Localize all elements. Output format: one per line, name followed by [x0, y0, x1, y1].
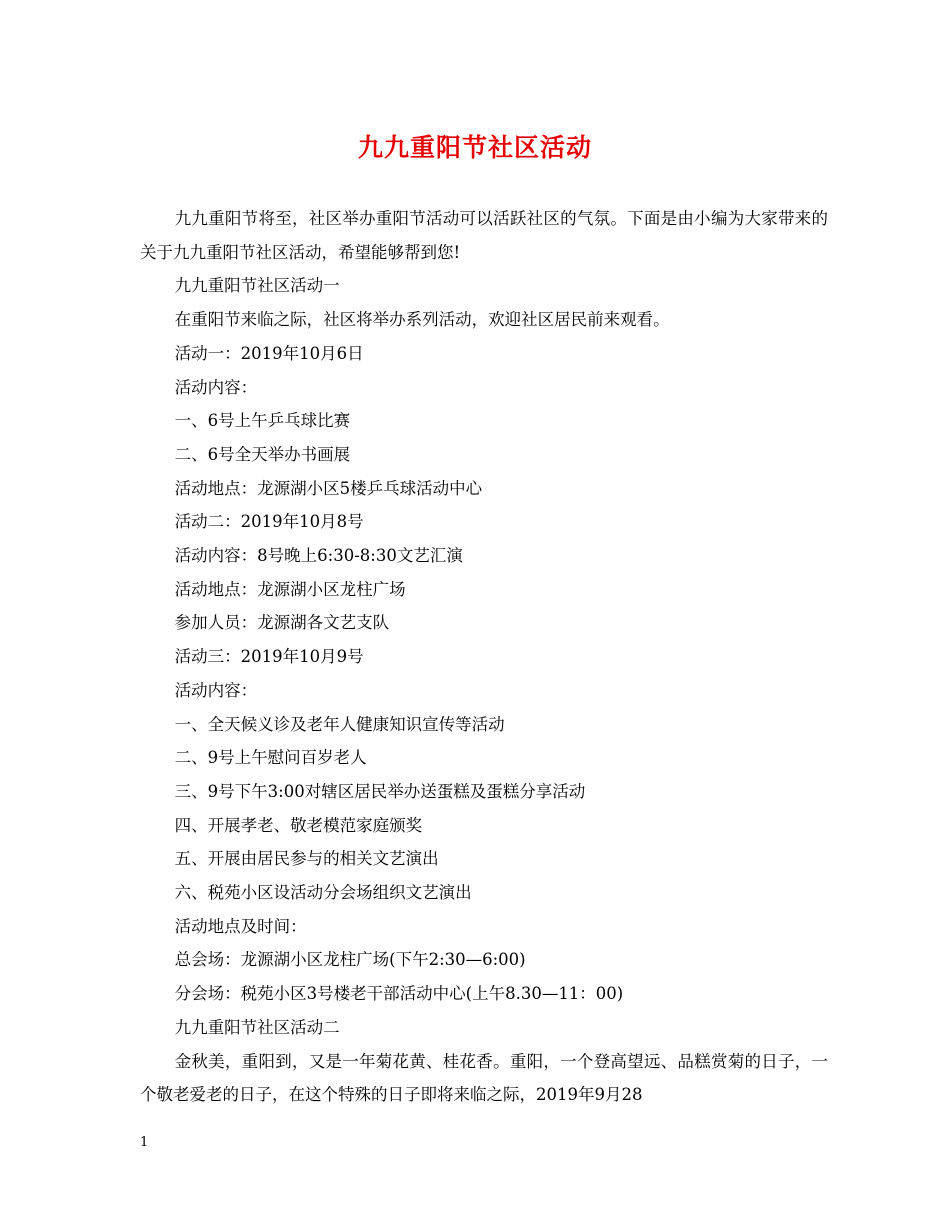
paragraph: 活动地点：龙源湖小区龙柱广场: [174, 579, 406, 599]
paragraph: 活动内容：8号晚上6:30-8:30文艺汇演: [174, 546, 463, 566]
document-title: 九九重阳节社区活动: [357, 133, 592, 162]
paragraph: 活动三：2019年10月9号: [174, 647, 364, 667]
paragraph: 总会场：龙源湖小区龙柱广场(下午2:30—6:00): [174, 950, 526, 970]
paragraph: 活动地点：龙源湖小区5楼乒乓球活动中心: [174, 478, 483, 498]
section-heading-activity-2: 九九重阳节社区活动二: [174, 1017, 340, 1037]
list-item: 六、税苑小区设活动分会场组织文艺演出: [174, 883, 472, 903]
list-item: 二、6号全天举办书画展: [174, 444, 351, 464]
paragraph: 金秋美，重阳到，又是一年菊花黄、桂花香。重阳，一个登高望远、品糕赏菊的日子，一个敬老爱老的日子，在这个特殊的日子即将来临之际，2019年9月28: [140, 1051, 828, 1105]
paragraph-intro: 九九重阳节将至，社区举办重阳节活动可以活跃社区的气氛。下面是由小编为大家带来的关于九九重阳节社区活动，希望能够帮到您!: [140, 209, 828, 262]
paragraph: 参加人员：龙源湖各文艺支队: [174, 613, 390, 633]
paragraph: 活动一：2019年10月6日: [174, 343, 364, 363]
list-item: 五、开展由居民参与的相关文艺演出: [174, 849, 439, 869]
list-item: 一、全天候义诊及老年人健康知识宣传等活动: [174, 714, 505, 734]
list-item: 二、9号上午慰问百岁老人: [174, 748, 367, 768]
paragraph: 活动地点及时间：: [174, 916, 307, 936]
paragraph: 在重阳节来临之际，社区将举办系列活动，欢迎社区居民前来观看。: [174, 310, 670, 330]
section-heading-activity-1: 九九重阳节社区活动一: [174, 276, 340, 296]
list-item: 一、6号上午乒乓球比赛: [174, 411, 351, 431]
list-item: 四、开展孝老、敬老模范家庭颁奖: [174, 815, 423, 835]
list-item: 三、9号下午3:00对辖区居民举办送蛋糕及蛋糕分享活动: [174, 781, 586, 801]
paragraph: 活动内容：: [174, 680, 258, 700]
paragraph: 分会场：税苑小区3号楼老干部活动中心(上午8.30—11：00): [174, 984, 624, 1004]
paragraph: 活动二：2019年10月8号: [174, 512, 364, 532]
document-body: [140, 202, 828, 1112]
paragraph: 活动内容：: [174, 377, 258, 397]
page-number: 1: [140, 1135, 149, 1150]
